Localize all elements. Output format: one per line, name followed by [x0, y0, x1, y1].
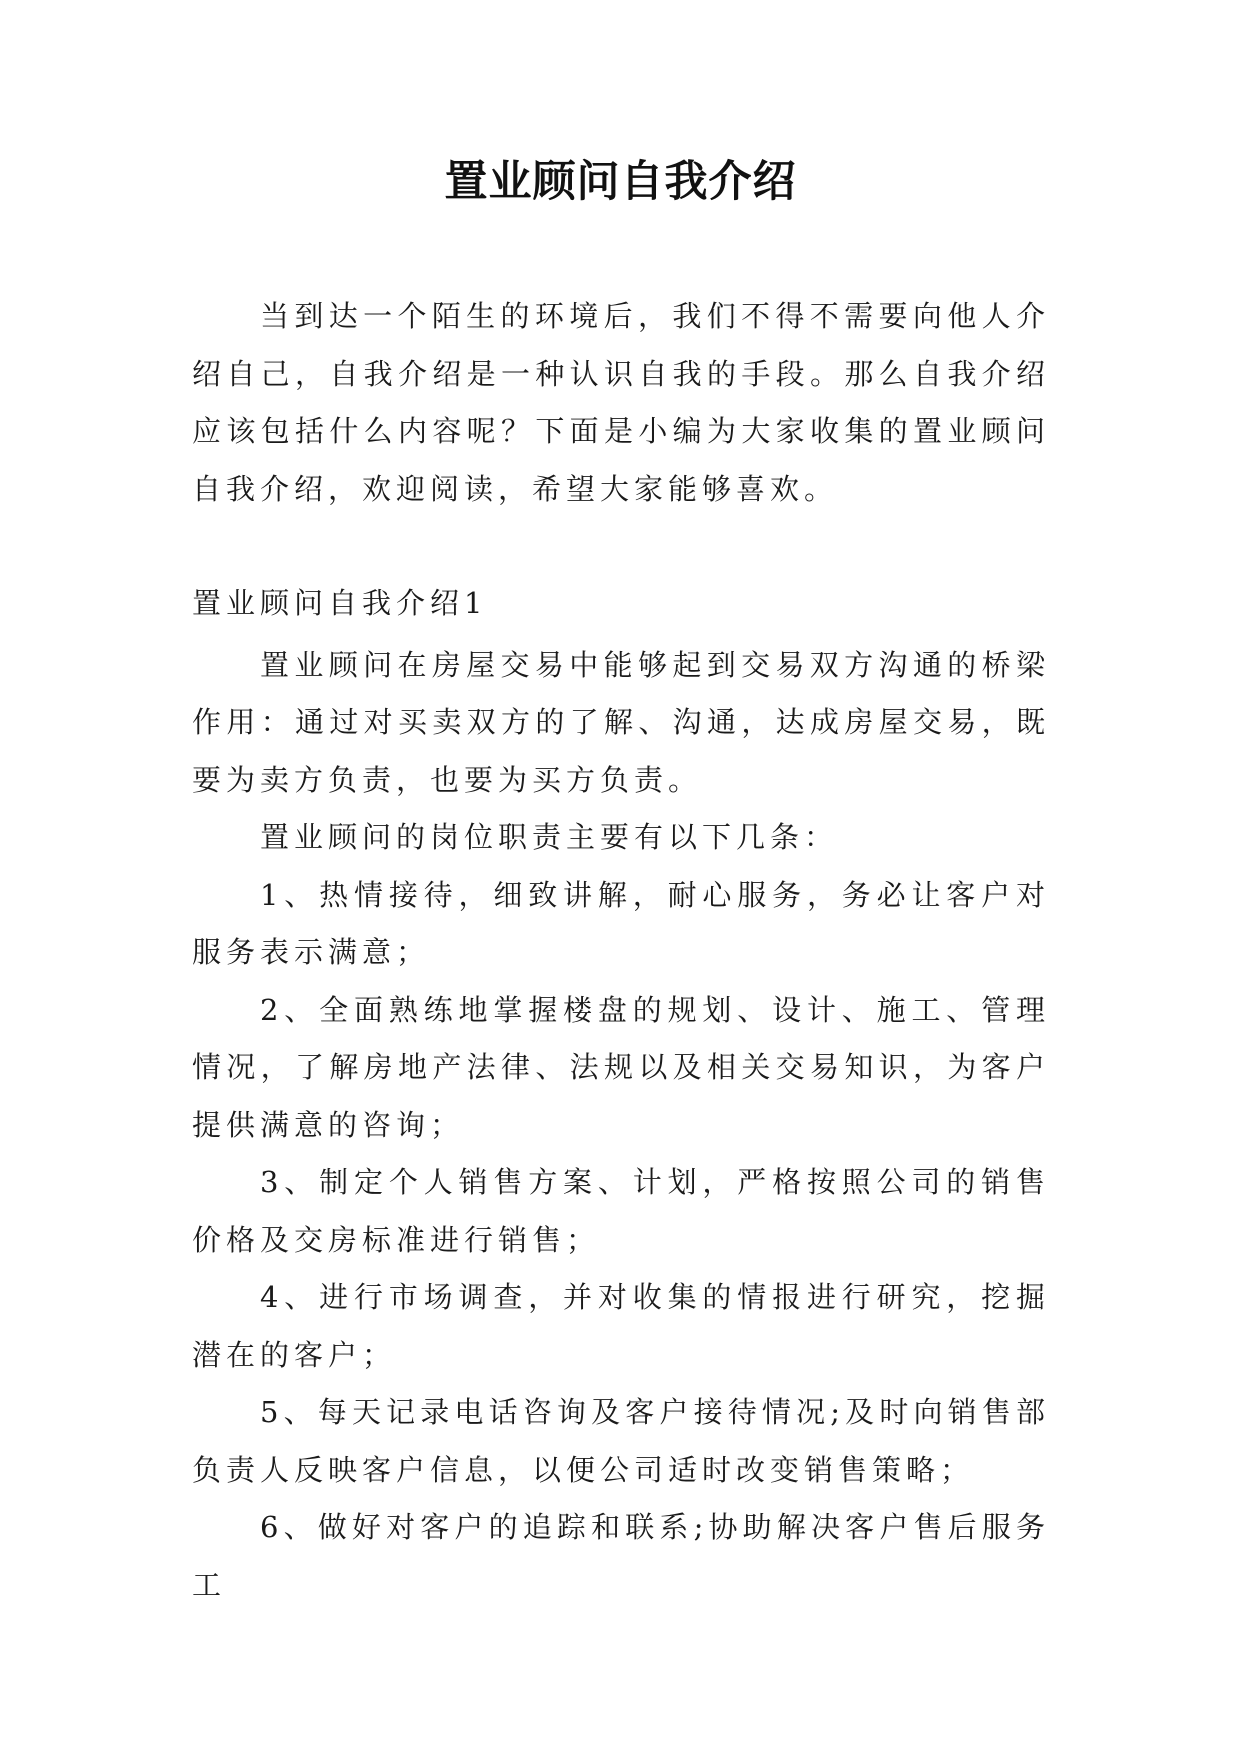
section-paragraph-1: 置业顾问在房屋交易中能够起到交易双方沟通的桥梁作用：通过对买卖双方的了解、沟通，达成房屋交易，既要为卖方负责，也要为买方负责。 — [192, 647, 1050, 797]
section-paragraph-2: 置业顾问的岗位职责主要有以下几条： — [260, 820, 839, 854]
duty-item-2: 2、全面熟练地掌握楼盘的规划、设计、施工、管理情况，了解房地产法律、法规以及相关交易知识，为客户提供满意的咨询； — [192, 992, 1050, 1142]
document-title: 置业顾问自我介绍 — [444, 157, 797, 207]
section-1 — [192, 575, 1050, 1614]
duty-item-4: 4、进行市场调查，并对收集的情报进行研究，挖掘潜在的客户； — [192, 1280, 1050, 1372]
intro-block — [192, 288, 1050, 518]
intro-paragraph: 当到达一个陌生的环境后，我们不得不需要向他人介绍自己，自我介绍是一种认识自我的手段。那么自我介绍应该包括什么内容呢？下面是小编为大家收集的置业顾问自我介绍，欢迎阅读，希望大家能够喜欢。 — [192, 299, 1050, 506]
duty-item-6: 6、做好对客户的追踪和联系;协助解决客户售后服务工 — [192, 1510, 1050, 1602]
duty-item-3: 3、制定个人销售方案、计划，严格按照公司的销售价格及交房标准进行销售； — [192, 1165, 1050, 1257]
duty-item-1: 1、热情接待，细致讲解，耐心服务，务必让客户对服务表示满意； — [192, 877, 1050, 969]
duty-item-5: 5、每天记录电话咨询及客户接待情况;及时向销售部负责人反映客户信息，以便公司适时改变销售策略； — [192, 1395, 1050, 1487]
section-heading: 置业顾问自我介绍1 — [192, 586, 488, 620]
